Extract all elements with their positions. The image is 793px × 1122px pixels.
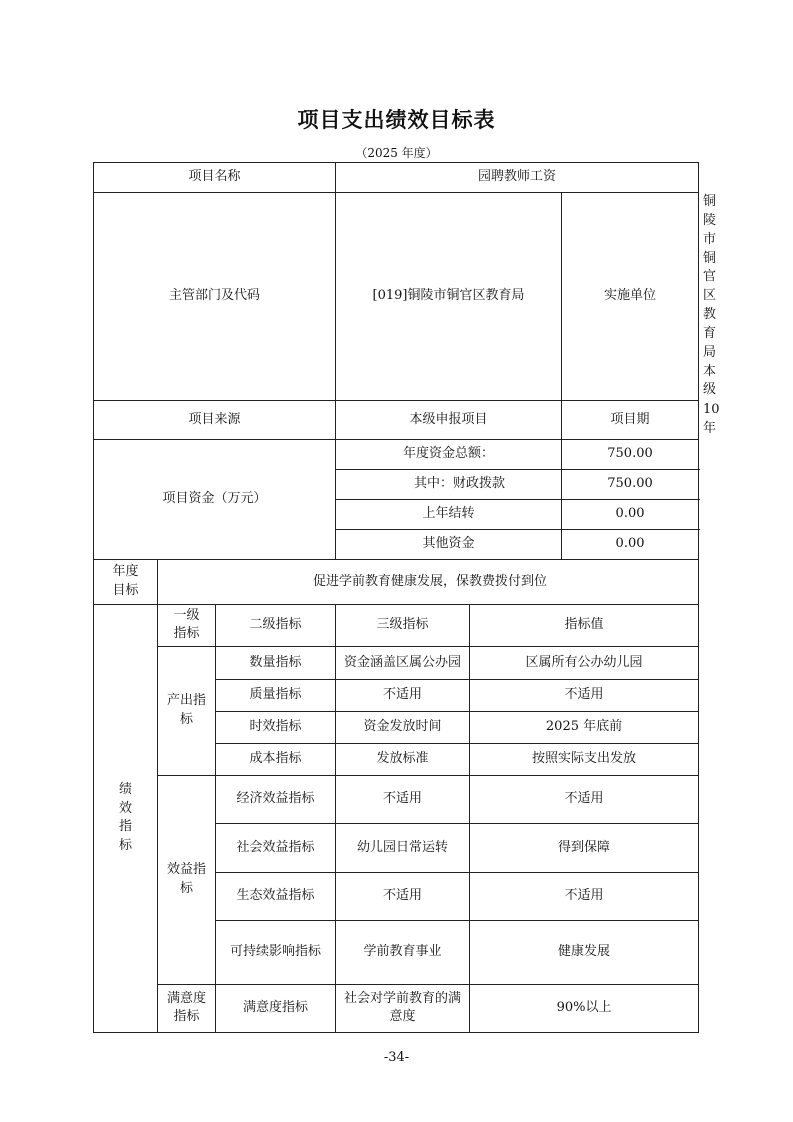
dept-row: 主管部门及代码 [019]铜陵市铜官区教育局 实施单位 铜陵市铜官区教育局本级 — [94, 193, 699, 401]
project-name-row — [94, 163, 699, 193]
page-number: -34- — [383, 1050, 410, 1065]
level3-cell: 发放标准 — [336, 743, 470, 775]
funds-other-value: 0.00 — [562, 529, 699, 559]
annual-target-value: 促进学前教育健康发展，保教费拨付到位 — [158, 559, 699, 604]
level3-cell: 幼儿园日常运转 — [336, 823, 470, 872]
funds-row — [94, 439, 699, 469]
level2-cell: 可持续影响指标 — [216, 920, 336, 984]
level2-cell: 质量指标 — [216, 679, 336, 711]
document-year: （2025 年度） — [355, 146, 438, 160]
dept-value: [019]铜陵市铜官区教育局 — [336, 193, 562, 401]
level2-cell: 时效指标 — [216, 711, 336, 743]
benefit-indicator-label: 效益指标 — [158, 775, 216, 984]
value-cell: 不适用 — [470, 679, 699, 711]
value-cell: 健康发展 — [470, 920, 699, 984]
header-level3: 三级指标 — [336, 604, 470, 646]
satisfaction-indicator-label: 满意度指标 — [158, 984, 216, 1032]
annual-target-row — [94, 559, 699, 604]
header-level2: 二级指标 — [216, 604, 336, 646]
period-label: 项目期 — [562, 401, 699, 440]
level2-cell: 经济效益指标 — [216, 775, 336, 823]
indicator-header-row — [94, 604, 699, 646]
funds-total-label: 年度资金总额： — [336, 439, 562, 469]
project-name-value: 园聘教师工资 — [336, 163, 699, 193]
funds-total-value: 750.00 — [562, 439, 699, 469]
level2-cell: 社会效益指标 — [216, 823, 336, 872]
level3-cell: 不适用 — [336, 872, 470, 920]
value-cell: 不适用 — [470, 775, 699, 823]
table-row — [94, 984, 699, 1032]
output-indicator-label: 产出指标 — [158, 646, 216, 775]
funds-label: 项目资金（万元） — [94, 439, 336, 559]
level3-cell: 资金发放时间 — [336, 711, 470, 743]
header-level1: 一级指标 — [158, 604, 216, 646]
value-cell: 按照实际支出发放 — [470, 743, 699, 775]
project-name-label: 项目名称 — [94, 163, 336, 193]
table-row — [94, 775, 699, 823]
funds-other-label: 其他资金 — [336, 529, 562, 559]
impl-label: 实施单位 — [562, 193, 699, 401]
source-label: 项目来源 — [94, 401, 336, 440]
performance-indicators-label: 绩效指标 — [94, 604, 158, 1032]
level3-cell: 不适用 — [336, 679, 470, 711]
funds-fiscal-label: 其中：财政拨款 — [336, 469, 562, 499]
document-title: 项目支出绩效目标表 — [297, 108, 496, 132]
dept-label: 主管部门及代码 — [94, 193, 336, 401]
value-cell: 不适用 — [470, 872, 699, 920]
funds-carryover-value: 0.00 — [562, 499, 699, 529]
funds-fiscal-value: 750.00 — [562, 469, 699, 499]
value-cell: 得到保障 — [470, 823, 699, 872]
level3-cell: 学前教育事业 — [336, 920, 470, 984]
table-row — [94, 646, 699, 679]
level2-cell: 成本指标 — [216, 743, 336, 775]
source-row: 项目来源 本级申报项目 项目期 10 年 — [94, 401, 699, 440]
level3-cell: 社会对学前教育的满意度 — [336, 984, 470, 1032]
header-value: 指标值 — [470, 604, 699, 646]
level3-cell: 资金涵盖区属公办园 — [336, 646, 470, 679]
value-cell: 区属所有公办幼儿园 — [470, 646, 699, 679]
level2-cell: 满意度指标 — [216, 984, 336, 1032]
level2-cell: 数量指标 — [216, 646, 336, 679]
value-cell: 2025 年底前 — [470, 711, 699, 743]
value-cell: 90%以上 — [470, 984, 699, 1032]
performance-target-table — [93, 162, 720, 1033]
level3-cell: 不适用 — [336, 775, 470, 823]
level2-cell: 生态效益指标 — [216, 872, 336, 920]
annual-target-label: 年度目标 — [94, 559, 158, 604]
funds-carryover-label: 上年结转 — [336, 499, 562, 529]
source-value: 本级申报项目 — [336, 401, 562, 440]
